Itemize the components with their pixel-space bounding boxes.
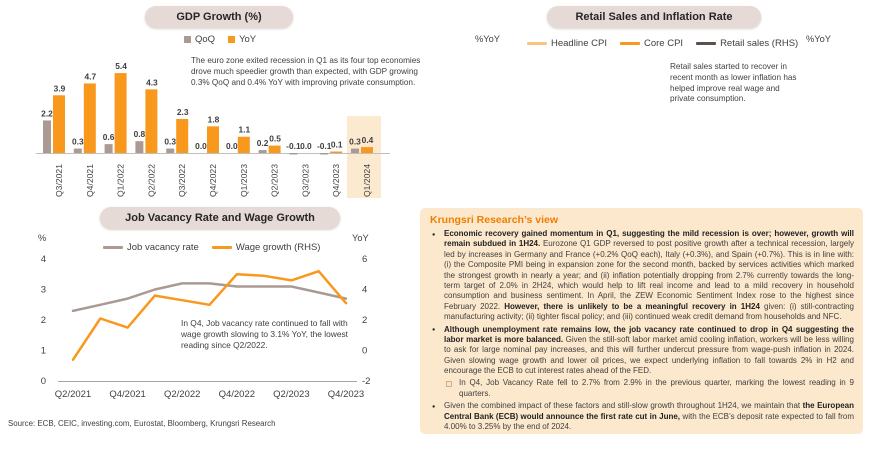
gdp-chart-title xyxy=(145,6,293,28)
bullet-text: Economic recovery gained momentum in Q1, suggesting the mild recession is over; however, growth will remain subdued in 1H24. Eurozone Q1 GDP reversed to post positive growth after a technical recession, largely led by increases in Germany and France (+0.2% QoQ each), Italy (+0.3%), and Spain (+0.7%). This is in line with: (i) the Composite PMI being in expansion zone for the second month, backed by services activities which marked the strongest growth in nearly a year; and (ii) inflation potentially dropping from 2.7% currently towards the long-term target of 2.0% in 2H24, which would help to lift real income and lead to a mild recovery in household consumption and business sentiment. In April, the ZEW Economic Sentiment Index rose to the highest since February 2022. However, there is unlikely to be a meaningful recovery in 1H24 given: (i) still-contracting manufacturing activity; (ii) tighter fiscal policy; and (iii) continued weak credit demand from households and NFC. xyxy=(444,229,854,322)
gdp-legend-yoy-label: YoY xyxy=(239,34,257,45)
svg-text:4: 4 xyxy=(40,254,46,265)
svg-text:Aug-22: Aug-22 xyxy=(575,180,604,190)
bullet-text: Given the combined impact of these factors and still-slow growth throughout 1H24, we maintain that the European Central Bank (ECB) would announce the first rate cut in June, with the ECB’s deposit rate expected to fall from 4.00% to 3.25% by the end of 2024. xyxy=(444,401,854,432)
svg-text:Q2/2023: Q2/2023 xyxy=(269,164,280,197)
svg-text:3.9: 3.9 xyxy=(53,83,66,94)
svg-text:Q2/2023: Q2/2023 xyxy=(273,389,310,400)
svg-text:-2: -2 xyxy=(362,376,371,387)
svg-text:Q4/2021: Q4/2021 xyxy=(84,164,95,197)
svg-text:6: 6 xyxy=(490,111,496,122)
svg-text:8: 8 xyxy=(812,72,818,83)
svg-text:0.3: 0.3 xyxy=(349,136,361,147)
svg-text:2.3: 2.3 xyxy=(176,106,189,117)
gdp-legend xyxy=(184,34,269,45)
svg-text:0.5: 0.5 xyxy=(269,133,281,144)
core-cpi-swatch-icon xyxy=(620,42,640,45)
svg-text:Q2/2021: Q2/2021 xyxy=(54,389,92,400)
svg-text:0: 0 xyxy=(362,345,368,357)
svg-text:Q1/2023: Q1/2023 xyxy=(238,164,249,197)
gdp-legend-qoq-label: QoQ xyxy=(195,34,216,45)
svg-text:0.0: 0.0 xyxy=(225,141,238,151)
retail-legend-headline xyxy=(527,38,607,49)
svg-text:1.1: 1.1 xyxy=(238,124,251,135)
svg-text:Q2/2022: Q2/2022 xyxy=(163,389,201,400)
gdp-annotation: The euro zone exited recession in Q1 as its four top economies drove much speedier growth than expected, with GDP growing 0.3% QoQ and 0.4% YoY with improving private consumption. xyxy=(191,56,421,87)
svg-text:6: 6 xyxy=(812,88,818,99)
svg-text:6: 6 xyxy=(362,254,368,265)
svg-text:4: 4 xyxy=(812,104,818,115)
svg-text:Q1/2024: Q1/2024 xyxy=(362,164,372,197)
svg-text:-0.1: -0.1 xyxy=(316,141,332,151)
svg-text:0.0: 0.0 xyxy=(195,141,207,151)
retail-legend-core xyxy=(620,38,683,49)
job-vacancy-swatch-icon xyxy=(103,246,123,249)
svg-text:0.8: 0.8 xyxy=(133,129,146,140)
svg-text:2: 2 xyxy=(812,119,818,130)
svg-text:-0.1: -0.1 xyxy=(286,141,301,151)
retail-chart-title-text: Retail Sales and Inflation Rate xyxy=(575,11,733,23)
svg-text:0: 0 xyxy=(812,135,818,146)
svg-text:Apr-24: Apr-24 xyxy=(784,180,812,190)
research-view-heading: Krungsri Research’s view xyxy=(430,214,558,226)
view-sub-bullet xyxy=(429,378,854,399)
svg-text:Q3/2023: Q3/2023 xyxy=(300,164,311,197)
view-bullet xyxy=(429,325,854,377)
svg-text:Apr-23: Apr-23 xyxy=(659,180,687,190)
retail-line-chart xyxy=(440,50,870,200)
jobs-line-chart xyxy=(10,250,430,420)
svg-text:Q4/2023: Q4/2023 xyxy=(327,389,365,400)
svg-text:Q2/2022: Q2/2022 xyxy=(146,164,157,197)
retail-highlight-region xyxy=(730,120,808,173)
gdp-bar-chart xyxy=(10,50,435,205)
retail-sales-swatch-icon xyxy=(696,42,716,45)
jobs-annotation: In Q4, Job vacancy rate continued to fall with wage growth slowing to 3.1% YoY, the lowest reading since Q2/2022. xyxy=(181,318,348,351)
svg-text:2: 2 xyxy=(362,315,368,326)
svg-text:12: 12 xyxy=(485,56,496,67)
retail-annotation: Retail sales started to recover in recent month as lower inflation has helped improve real wage and private consumption. xyxy=(670,62,804,105)
source-note: Source: ECB, CEIC, investing.com, Eurostat, Bloomberg, Krungsri Research xyxy=(8,419,276,428)
svg-text:Q3/2021: Q3/2021 xyxy=(54,164,64,197)
svg-text:4: 4 xyxy=(490,130,496,141)
svg-text:Apr-22: Apr-22 xyxy=(534,180,561,190)
svg-text:-4: -4 xyxy=(812,167,821,177)
series-core-cpi xyxy=(506,120,798,151)
svg-text:1: 1 xyxy=(40,345,46,357)
svg-text:8: 8 xyxy=(490,93,496,104)
svg-text:Q4/2022: Q4/2022 xyxy=(218,389,256,400)
retail-legend-retail-label: Retail sales (RHS) xyxy=(720,38,799,49)
svg-text:0.3: 0.3 xyxy=(71,136,84,147)
svg-text:4.3: 4.3 xyxy=(146,77,158,88)
gdp-legend-yoy xyxy=(228,34,256,45)
svg-text:0.1: 0.1 xyxy=(330,139,343,150)
svg-text:2.2: 2.2 xyxy=(41,108,53,119)
research-view-bullets xyxy=(429,229,854,432)
view-bullet xyxy=(429,229,854,323)
wage-growth-swatch-icon xyxy=(212,246,232,249)
svg-text:0.2: 0.2 xyxy=(256,138,269,149)
jobs-right-axis-label: YoY xyxy=(352,233,369,243)
headline-cpi-swatch-icon xyxy=(527,42,547,45)
retail-chart-title xyxy=(547,6,761,28)
svg-text:1.8: 1.8 xyxy=(207,114,220,125)
research-view-panel xyxy=(420,208,863,434)
svg-text:-2: -2 xyxy=(812,151,821,162)
retail-legend-core-label: Core CPI xyxy=(643,38,684,49)
svg-text:10: 10 xyxy=(485,75,496,86)
bullet-dot-icon: ● xyxy=(432,231,436,238)
jobs-legend-wage-label: Wage growth (RHS) xyxy=(235,242,321,253)
svg-text:0: 0 xyxy=(490,167,496,177)
svg-text:0.3: 0.3 xyxy=(164,136,177,147)
retail-right-axis-label: %YoY xyxy=(806,34,831,44)
sub-bullet-square-icon xyxy=(446,381,452,387)
svg-text:0.6: 0.6 xyxy=(102,132,115,143)
svg-text:Q1/2022: Q1/2022 xyxy=(115,164,126,197)
view-bullet xyxy=(429,401,854,432)
svg-text:10: 10 xyxy=(812,57,823,68)
jobs-left-axis-label: % xyxy=(38,233,47,243)
jobs-chart-title-text: Job Vacancy Rate and Wage Growth xyxy=(125,212,315,224)
svg-text:Q3/2022: Q3/2022 xyxy=(177,164,188,197)
jobs-chart-title xyxy=(100,207,340,229)
svg-text:0.0: 0.0 xyxy=(300,141,312,151)
svg-text:Aug-23: Aug-23 xyxy=(700,180,729,190)
yoy-swatch-icon xyxy=(228,36,235,43)
bullet-text: In Q4, Job Vacancy Rate fell to 2.7% from 2.9% in the previous quarter, marking the lowest reading in 9 quarters. xyxy=(459,378,854,398)
svg-text:5.4: 5.4 xyxy=(115,61,127,72)
gdp-legend-qoq xyxy=(184,34,215,45)
gdp-chart-title-text: GDP Growth (%) xyxy=(176,11,262,23)
svg-text:4.7: 4.7 xyxy=(84,71,97,82)
retail-legend-headline-label: Headline CPI xyxy=(551,38,607,49)
retail-legend xyxy=(527,38,811,49)
qoq-swatch-icon xyxy=(184,36,191,43)
gdp-bars xyxy=(41,61,373,197)
svg-text:3: 3 xyxy=(40,284,46,296)
retail-left-axis-label: %YoY xyxy=(475,34,500,44)
svg-text:Q4/2022: Q4/2022 xyxy=(208,164,218,197)
series-job-vacancy-rate xyxy=(73,283,346,311)
retail-legend-retail xyxy=(696,38,798,49)
bullet-dot-icon: ● xyxy=(432,327,436,334)
jobs-legend-vacancy-label: Job vacancy rate xyxy=(127,242,199,253)
svg-text:Dec-21: Dec-21 xyxy=(491,180,521,190)
svg-text:Q4/2021: Q4/2021 xyxy=(109,389,146,400)
bullet-text: Although unemployment rate remains low, the job vacancy rate continued to drop in Q4 suggesting the labor market is more balanced. Given the still-soft labor market amid cooling inflation, workers will be less willing to ask for large nominal pay increases, and this will further undercut pressure from wage-push inflation in 2024. Given slowing wage growth and lower oil prices, we expect underlying inflation to fall towards 2% in H2 and encourage the ECB to cut interest rates ahead of the FED. xyxy=(444,324,855,376)
svg-text:4: 4 xyxy=(362,284,368,296)
svg-text:0: 0 xyxy=(40,376,46,387)
svg-text:2: 2 xyxy=(40,315,46,326)
bullet-dot-icon: ● xyxy=(432,403,436,410)
svg-text:0.4: 0.4 xyxy=(361,135,374,146)
svg-text:Dec-22: Dec-22 xyxy=(616,180,646,190)
svg-text:2: 2 xyxy=(490,148,496,159)
jobs-axis-ticks xyxy=(41,254,371,400)
svg-text:Q4/2023: Q4/2023 xyxy=(331,164,342,197)
svg-text:Dec-23: Dec-23 xyxy=(742,180,771,190)
